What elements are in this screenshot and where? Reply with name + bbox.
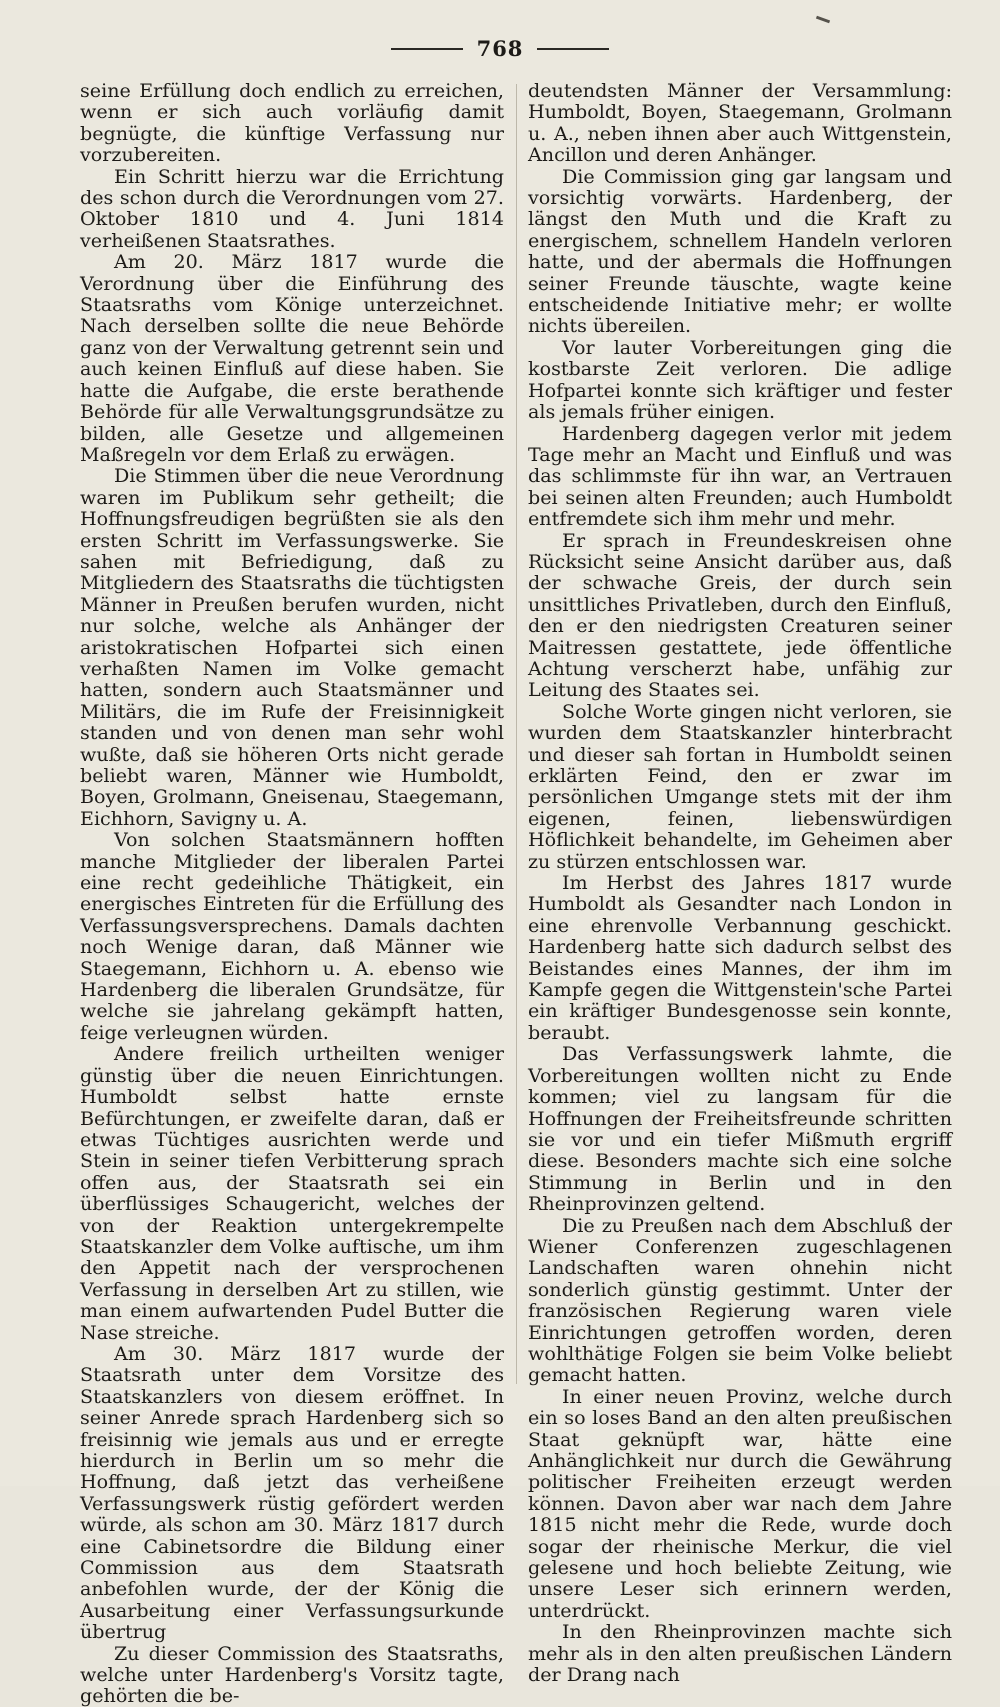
paragraph: Von solchen Staatsmännern hofften manche Mitglieder der liberalen Partei eine recht gedeihliche Thätigkeit, ein energisches Eintreten für die Erfüllung des Verfassungsversprechens. Damals dachten noch Wenige daran, daß Männer wie Staegemann, Eichhorn u. A. ebenso wie Hardenberg die liberalen Grundsätze, für welche sie jahrelang gekämpft hatten, feige verleugnen würden. bbox=[80, 828, 504, 1044]
paragraph: In den Rheinprovinzen machte sich mehr als in den alten preußischen Ländern der Drang nach bbox=[528, 1620, 952, 1687]
paragraph: Andere freilich urtheilten weniger günstig über die neuen Einrichtungen. Humboldt selbst hatte ernste Befürchtungen, er zweifelte daran, daß er etwas Tüchtiges ausrichten werde und Stein in seiner tiefen Verbitterung sprach offen aus, der Staatsrath sei ein überflüssiges Schaugericht, welches der von der Reaktion untergekrempelte Staatskanzler dem Volke auftische, um ihm den Appetit nach der versprochenen Verfassung in derselben Art zu stillen, wie man einem aufwartenden Pudel Butter die Nase streiche. bbox=[80, 1042, 504, 1344]
paragraph: Die zu Preußen nach dem Abschluß der Wiener Conferenzen zugeschlagenen Landschaften waren ohnehin nicht sonderlich günstig gestimmt. Unter der französischen Regierung waren viele Einrichtungen getroffen worden, deren wohlthätige Folgen sie beim Volke beliebt gemacht hatten. bbox=[528, 1213, 952, 1387]
paragraph: deutendsten Männer der Versammlung: Humboldt, Boyen, Staegemann, Grolmann u. A., neben ihnen aber auch Wittgenstein, Ancillon und deren Anhänger. bbox=[528, 79, 952, 167]
ink-mark bbox=[816, 16, 830, 24]
right-column bbox=[528, 80, 952, 1685]
paragraph: Er sprach in Freundeskreisen ohne Rücksicht seine Ansicht darüber aus, daß der schwache Greis, der durch sein unsittliches Privatleben, durch den Einfluß, den er den niedrigsten Creaturen seiner Maitressen gestattete, jede öffentliche Achtung verscherzt habe, unfähig zur Leitung des Staates sei. bbox=[528, 528, 952, 702]
column-divider bbox=[516, 84, 517, 1384]
paragraph: Im Herbst des Jahres 1817 wurde Humboldt als Gesandter nach London in eine ehrenvolle Verbannung geschickt. Hardenberg hatte sich dadurch selbst des Beistandes eines Mannes, der ihm im Kampfe gegen die Wittgenstein'sche Partei ein kräftiger Bundesgenosse sein konnte, beraubt. bbox=[528, 871, 952, 1044]
paragraph: Die Stimmen über die neue Verordnung waren im Publikum sehr getheilt; die Hoffnungsfreudigen begrüßten sie als den ersten Schritt im Verfassungswerke. Sie sahen mit Befriedigung, daß zu Mitgliedern des Staatsraths die tüchtigsten Männer in Preußen berufen wurden, nicht nur solche, welche als Anhänger der aristokratischen Hofpartei sich einen verhaßten Namen im Volke gemacht hatten, sondern auch Staatsmänner und Militärs, die im Rufe der Freisinnigkeit standen und von denen man sehr wohl wußte, daß sie höheren Orts nicht gerade beliebt waren, Männer wie Humboldt, Boyen, Grolmann, Gneisenau, Staegemann, Eichhorn, Savigny u. A. bbox=[80, 464, 504, 830]
page-number: 768 bbox=[476, 36, 524, 61]
paragraph: Hardenberg dagegen verlor mit jedem Tage mehr an Macht und Einfluß und was das schlimmste für ihn war, an Vertrauen bei seinen alten Freunden; auch Humboldt entfremdete sich ihm mehr und mehr. bbox=[528, 421, 952, 531]
header-rule-left bbox=[391, 48, 463, 50]
left-column bbox=[80, 80, 504, 1707]
paragraph: Die Commission ging gar langsam und vorsichtig vorwärts. Hardenberg, der längst den Muth und die Kraft zu energischem, schnellem Handeln verloren hatte, und der abermals die Hoffnungen seiner Freunde täuschte, wagte keine entscheidende Initiative mehr; er wollte nichts übereilen. bbox=[528, 164, 952, 338]
paragraph: Zu dieser Commission des Staatsraths, welche unter Hardenberg's Vorsitz tagte, gehörten die be- bbox=[80, 1641, 504, 1707]
paragraph: Am 20. März 1817 wurde die Verordnung über die Einführung des Staatsraths vom Könige unterzeichnet. Nach derselben sollte die neue Behörde ganz von der Verwaltung getrennt sein und auch keinen Einfluß auf diese haben. Sie hatte die Aufgabe, die erste berathende Behörde für alle Verwaltungsgrundsätze zu bilden, alle Gesetze und allgemeinen Maßregeln vor dem Erlaß zu erwägen. bbox=[80, 250, 504, 466]
paragraph: Ein Schritt hierzu war die Errichtung des schon durch die Verordnungen vom 27. Oktober 1810 und 4. Juni 1814 verheißenen Staatsrathes. bbox=[80, 164, 504, 252]
paragraph: Solche Worte gingen nicht verloren, sie wurden dem Staatskanzler hinterbracht und dieser sah fortan in Humboldt seinen erklärten Feind, den er zwar im persönlichen Umgange stets mit der ihm eigenen, feinen, liebenswürdigen Höflichkeit behandelte, im Geheimen aber zu stürzen entschlossen war. bbox=[528, 699, 952, 873]
paragraph: Vor lauter Vorbereitungen ging die kostbarste Zeit verloren. Die adlige Hofpartei konnte sich kräftiger und fester als jemals früher einigen. bbox=[528, 335, 952, 424]
header-rule-right bbox=[537, 48, 609, 50]
paragraph: Am 30. März 1817 wurde der Staatsrath unter dem Vorsitze des Staatskanzlers von diesem eröffnet. In seiner Anrede sprach Hardenberg sich so freisinnig wie jemals aus und er erregte hierdurch in Berlin um so mehr die Hoffnung, daß jetzt das verheißene Verfassungswerk rüstig gefördert werden würde, als schon am 30. März 1817 durch eine Cabinetsordre die Bildung einer Commission aus dem Staatsrath anbefohlen wurde, der der König die Ausarbeitung einer Verfassungsurkunde übertrug bbox=[80, 1341, 504, 1644]
paragraph: Das Verfassungswerk lahmte, die Vorbereitungen wollten nicht zu Ende kommen; viel zu langsam für die Hoffnungen der Freiheitsfreunde schritten sie vor und ein tiefer Mißmuth ergriff diese. Besonders machte sich eine solche Stimmung in Berlin und in den Rheinprovinzen geltend. bbox=[528, 1042, 952, 1216]
page-header bbox=[0, 36, 1000, 61]
paragraph: seine Erfüllung doch endlich zu erreichen, wenn er sich auch vorläufig damit begnügte, die künftige Verfassung nur vorzubereiten. bbox=[80, 79, 504, 167]
paragraph: In einer neuen Provinz, welche durch ein so loses Band an den alten preußischen Staat geknüpft war, hätte eine Anhänglichkeit nur durch die Gewährung politischer Freiheiten erzeugt werden können. Davon aber war nach dem Jahre 1815 nicht mehr die Rede, wurde doch sogar der rheinische Merkur, die viel gelesene und hoch beliebte Zeitung, wie unsere Leser sich erinnern werden, unterdrückt. bbox=[528, 1384, 952, 1622]
